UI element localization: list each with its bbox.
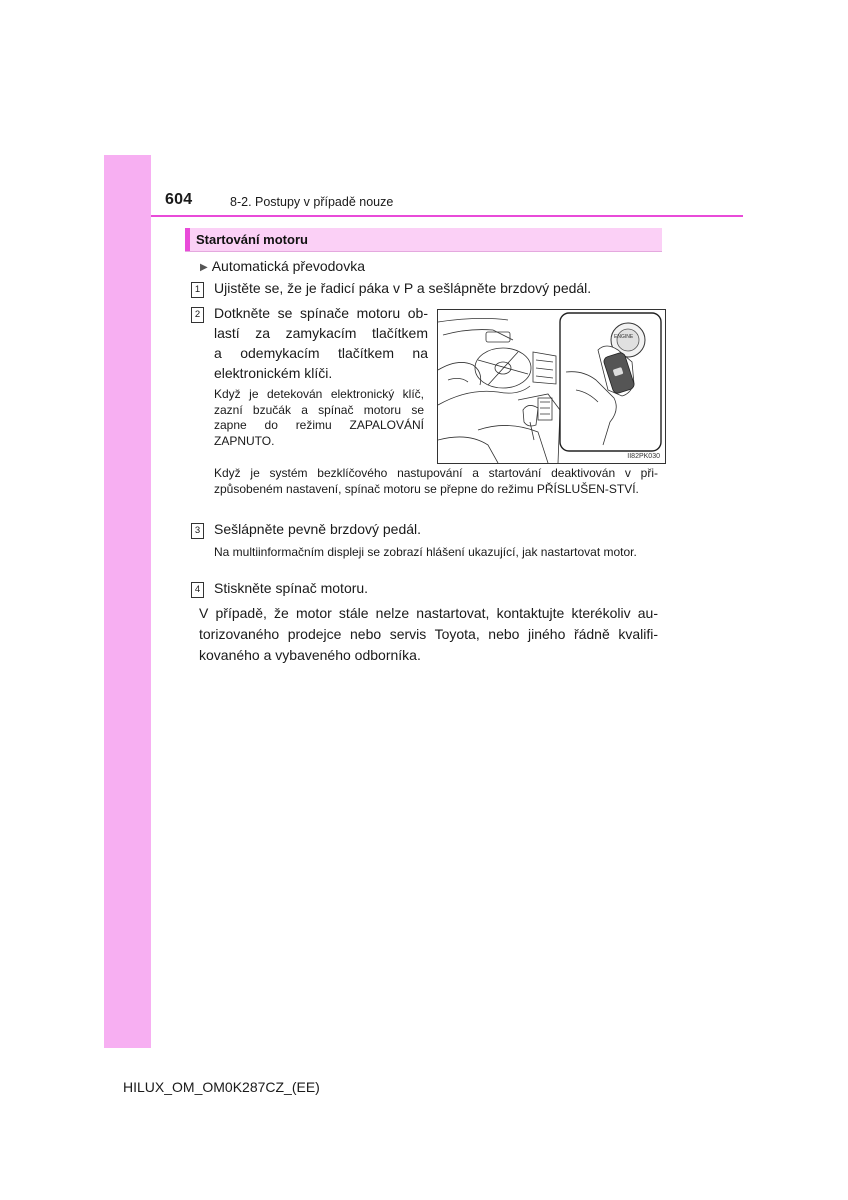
step-2-line: a odemykacím tlačítkem na <box>214 345 428 361</box>
page-number: 604 <box>165 191 193 208</box>
step-2-line: elektronickém klíči. <box>214 365 333 381</box>
step-4-number: 4 <box>191 582 204 598</box>
step-2-note: Když je detekován elektronický klíč, zazní bzučák a spínač motoru se zapne do režimu ZAPALOVÁNÍ ZAPNUTO. <box>214 387 424 448</box>
car-interior-illustration <box>438 310 665 463</box>
chapter-title: 8-2. Postupy v případě nouze <box>230 195 394 209</box>
keyless-note: Když je systém bezklíčového nastupování a startování deaktivován v při-způsobeném nastavení, spínač motoru se přepne do režimu PŘÍSLUŠEN-STVÍ. <box>214 466 658 496</box>
subheading-text: Automatická převodovka <box>211 258 366 274</box>
section-accent <box>185 228 190 251</box>
triangle-bullet-icon: ▶ <box>200 262 208 273</box>
header-rule <box>151 215 743 217</box>
step-3-text: Sešlápněte pevně brzdový pedál. <box>214 521 422 537</box>
step-1-text: Ujistěte se, že je řadicí páka v P a sešlápněte brzdový pedál. <box>214 280 592 296</box>
section-heading-bar <box>185 228 662 252</box>
step-2-number: 2 <box>191 307 204 323</box>
figure-code: II82PK030 <box>627 453 660 460</box>
engine-button-label: ENGINE <box>614 334 634 340</box>
step-2-line: Dotkněte se spínače motoru ob- <box>214 305 428 321</box>
section-title: Startování motoru <box>196 232 308 247</box>
step-3-note: Na multiinformačním displeji se zobrazí hlášení ukazující, jak nastartovat motor. <box>214 545 637 559</box>
engine-start-illustration <box>437 309 666 464</box>
step-3-number: 3 <box>191 523 204 539</box>
step-1-number: 1 <box>191 282 204 298</box>
footer-code: HILUX_OM_OM0K287CZ_(EE) <box>123 1079 320 1095</box>
side-color-band <box>104 155 151 1048</box>
subheading <box>200 258 365 274</box>
step-2-line: lastí za zamykacím tlačítkem <box>214 325 428 341</box>
step-4-text: Stiskněte spínač motoru. <box>214 580 369 596</box>
closing-paragraph: V případě, že motor stále nelze nastartovat, kontaktujte kterékoliv au-torizovaného prodejce nebo servis Toyota, nebo jiného řádně kvalifi-kovaného a vybaveného odborníka. <box>199 605 658 663</box>
